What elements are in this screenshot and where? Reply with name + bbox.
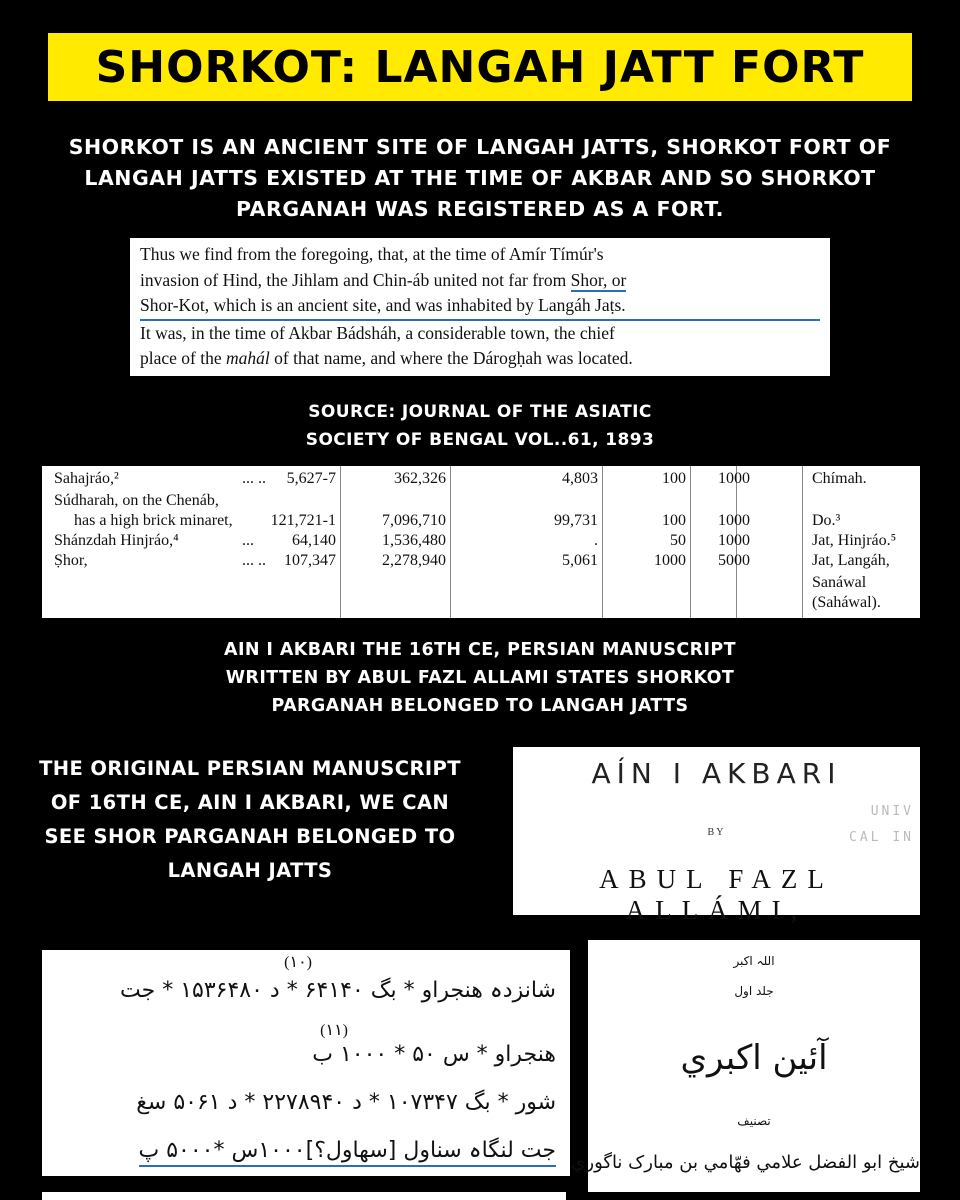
persian-line: شانزدہ ھنجراو * بگ ۶۴۱۴۰ * د ۱۵۳۶۴۸۰ * جت: [120, 978, 556, 1003]
table-row: [42, 470, 920, 490]
table-cell: Chímah.: [812, 470, 867, 487]
table-cell: 2,278,940: [382, 552, 446, 569]
table-cell: Jat, Langáh,: [812, 552, 890, 569]
table-cell: 4,803: [562, 470, 598, 487]
table-cell: 50: [670, 532, 686, 549]
table-cell: Sahajráo,²: [54, 470, 119, 487]
persian-manuscript-excerpt: [42, 950, 570, 1176]
table-cell: 100: [662, 470, 686, 487]
title-banner: [48, 33, 912, 101]
underlined-shor: Shor, or: [570, 269, 627, 290]
original-manuscript-caption: THE ORIGINAL PERSIAN MANUSCRIPT OF 16TH CE, AIN I AKBARI, WE CAN SEE SHOR PARGANAH BELONGED TO LANGAH JATTS: [39, 757, 461, 882]
page-title: SHORKOT: LANGAH JATT FORT: [95, 41, 865, 93]
persian-line: ھنجراو * س ۵۰ * ۱۰۰۰ ب: [312, 1042, 556, 1067]
table-row: [42, 574, 920, 594]
table-cell: 5000: [718, 552, 750, 569]
book-cover: [513, 747, 920, 925]
table-cell: 1,536,480: [382, 532, 446, 549]
footnote-marker: (۱۱): [320, 1022, 348, 1039]
table-cell: 362,326: [394, 470, 446, 487]
table-cell: ...: [242, 532, 254, 549]
table-row: [42, 492, 920, 512]
table-cell: 99,731: [554, 512, 598, 529]
persian-line: شور * بگ ۱۰۷۳۴۷ * د ۲۲۷۸۹۴۰ * د ۵۰۶۱ سغ: [136, 1090, 556, 1115]
library-stamp: UNIV CAL IN: [849, 804, 914, 845]
persian-line-underlined: جت لنگاہ سناول [سھاول؟]۱۰۰۰س *۵۰۰۰ پ: [139, 1138, 557, 1167]
table-cell: 107,347: [284, 552, 336, 569]
ain-caption: AIN I AKBARI THE 16TH CE, PERSIAN MANUSCRIPT WRITTEN BY ABUL FAZL ALLAMI STATES SHORKOT PARGANAH BELONGED TO LANGAH JATTS: [224, 640, 736, 716]
table-row: [42, 552, 920, 572]
cover-by: BY: [707, 827, 726, 838]
table-cell: 7,096,710: [382, 512, 446, 529]
excerpt-line-underlined: Shor-Kot, which is an ancient site, and was inhabited by Langáh Jaṭs.: [140, 293, 820, 321]
excerpt-line: It was, in the time of Akbar Bádsháh, a considerable town, the chief: [140, 322, 615, 343]
intro-caption: SHORKOT IS AN ANCIENT SITE OF LANGAH JATTS, SHORKOT FORT OF LANGAH JATTS EXISTED AT THE TIME OF AKBAR AND SO SHORKOT PARGANAH WAS REGISTERED AS A FORT.: [68, 135, 892, 221]
table-row: [42, 512, 920, 532]
table-cell: .: [594, 532, 598, 549]
table-cell: 121,721-1: [270, 512, 336, 529]
table-row: [42, 594, 920, 614]
table-cell: Ṣhor,: [54, 552, 88, 569]
table-cell: 1000: [718, 470, 750, 487]
title-page-label: تصنیف: [737, 1114, 771, 1128]
table-cell: ... ..: [242, 470, 266, 487]
table-cell: 64,140: [292, 532, 336, 549]
title-page-top: اللہ اکبر: [733, 954, 775, 968]
excerpt-line: place of the mahál of that name, and where the Dárogḥah was located.: [140, 348, 633, 368]
table-cell: ... ..: [242, 552, 266, 569]
table-cell: 5,627-7: [286, 470, 336, 487]
excerpt-line: invasion of Hind, the Jihlam and Chin-áb united not far from Shor, or: [140, 269, 627, 290]
table-cell: Shánzdah Hinjráo,⁴: [54, 532, 179, 549]
table-cell: Súdharah, on the Chenáb,: [54, 492, 219, 509]
table-cell: 1000: [718, 512, 750, 529]
title-page-author: شیخ ابو الفضل علامي فهّامي بن مبارک ناگوري: [571, 1152, 920, 1173]
excerpt-line: Thus we find from the foregoing, that, at the time of Amír Tímúr's: [140, 244, 604, 264]
table-cell: 1000: [718, 532, 750, 549]
ain-akbari-table: [42, 466, 920, 618]
source-caption: SOURCE: JOURNAL OF THE ASIATIC SOCIETY OF BENGAL VOL..61, 1893: [305, 402, 655, 450]
table-cell: (Saháwal).: [812, 594, 881, 611]
cover-author: ABUL FAZL ALLÁMI,: [599, 864, 834, 925]
title-page-main: آئین اکبري: [680, 1038, 828, 1078]
table-cell: 5,061: [562, 552, 598, 569]
table-cell: Do.³: [812, 512, 841, 529]
persian-title-page: [571, 940, 920, 1192]
cover-title: AÍN I AKBARI: [591, 757, 842, 790]
footnote-marker: (۱۰): [284, 954, 312, 971]
bottom-strip: [42, 1192, 566, 1200]
table-cell: Sanáwal: [812, 574, 867, 591]
table-cell: 100: [662, 512, 686, 529]
table-cell: has a high brick minaret,: [74, 512, 233, 529]
table-cell: 1000: [654, 552, 686, 569]
table-row: [42, 532, 920, 552]
table-cell: Jat, Hinjráo.⁵: [812, 532, 897, 549]
title-page-volume: جلد اول: [734, 984, 774, 998]
journal-excerpt: [130, 238, 830, 376]
